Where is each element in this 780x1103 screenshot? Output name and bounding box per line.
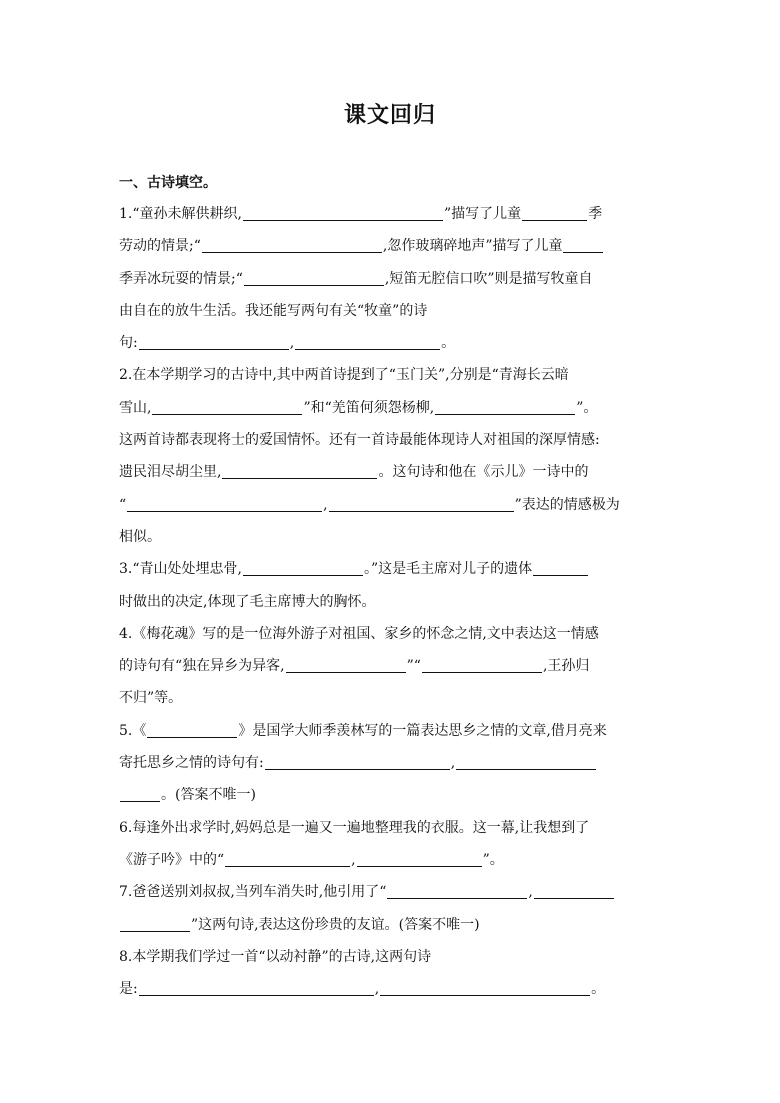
text-line [119, 489, 664, 521]
line-text: 。这句诗和他在《示儿》一诗中的 [378, 464, 589, 481]
line-text: 。(答案不唯一) [161, 787, 256, 804]
line-text: 4.《梅花魂》写的是一位海外游子对祖国、家乡的怀念之情,文中表达这一情感 [119, 625, 599, 642]
text-line [119, 553, 664, 585]
line-text: 2.在本学期学习的古诗中,其中两首诗提到了“玉门关”,分别是“青海长云暗 [119, 367, 569, 384]
section-heading: 一、古诗填空。 [119, 175, 217, 191]
text-line [119, 650, 664, 682]
text-line [119, 198, 664, 230]
question-body [119, 198, 664, 1005]
line-text: ,短笛无腔信口吹”则是描写牧童自 [384, 270, 593, 287]
answer-blank[interactable] [152, 398, 302, 415]
text-line [119, 230, 664, 262]
line-text: 3.“青山处处埋忠骨, [119, 561, 242, 578]
answer-blank[interactable] [357, 850, 482, 867]
line-text: 的诗句有“独在异乡为异客, [119, 658, 285, 675]
line-text: 时做出的决定,体现了毛主席博大的胸怀。 [119, 593, 376, 610]
line-text: 寄托思乡之情的诗句有: [119, 755, 264, 772]
text-line [119, 779, 664, 811]
text-line [119, 909, 664, 941]
line-text: 季 [588, 206, 603, 222]
line-text: ”和“羌笛何须怨杨柳, [303, 399, 435, 416]
line-text: 5.《 [119, 722, 147, 739]
text-line [119, 812, 664, 844]
answer-blank[interactable] [243, 204, 443, 221]
line-text: 这两首诗都表现将士的爱国情怀。还有一首诗最能体现诗人对祖国的深厚情感: [119, 432, 600, 449]
line-text: ”。 [576, 399, 598, 416]
text-line [119, 521, 664, 553]
answer-blank[interactable] [422, 656, 542, 673]
line-text: ”描写了儿童 [443, 206, 522, 222]
answer-blank[interactable] [456, 753, 596, 770]
line-text: ”表达的情感极为 [514, 496, 620, 513]
text-line [119, 747, 664, 779]
line-text: ”这两句诗,表达这份珍贵的友谊。(答案不唯一) [191, 916, 480, 933]
line-text: 季弄冰玩耍的情景;“ [119, 270, 243, 287]
line-text: 》是国学大师季羡林写的一篇表达思乡之情的文章,借月亮来 [238, 722, 607, 739]
line-text: 劳动的情景;“ [119, 238, 201, 255]
answer-blank[interactable] [533, 559, 588, 576]
line-text: 。 [591, 981, 606, 998]
answer-blank[interactable] [387, 882, 527, 899]
line-text: 。”这是毛主席对儿子的遗体 [363, 561, 533, 578]
answer-blank[interactable] [243, 559, 363, 576]
line-text: ”。 [482, 851, 504, 868]
line-text: , [351, 851, 356, 868]
answer-blank[interactable] [522, 204, 587, 221]
page-title: 课文回归 [343, 103, 436, 128]
text-line [119, 263, 664, 295]
text-line [119, 295, 664, 327]
text-line [119, 844, 664, 876]
text-line [119, 941, 664, 973]
text-line [119, 618, 664, 650]
line-text: 是: [119, 981, 138, 998]
answer-blank[interactable] [139, 333, 289, 350]
line-text: 7.爸爸送别刘叔叔,当列车消失时,他引用了“ [119, 884, 387, 901]
text-line [119, 715, 664, 747]
text-line [119, 876, 664, 908]
line-text: , [450, 755, 456, 772]
line-text: 相似。 [119, 528, 161, 545]
answer-blank[interactable] [139, 979, 374, 996]
line-text: 。 [441, 335, 456, 352]
line-text: ,王孙归 [542, 658, 590, 675]
answer-blank[interactable] [244, 269, 384, 286]
answer-blank[interactable] [329, 495, 514, 512]
answer-blank[interactable] [222, 462, 377, 479]
answer-blank[interactable] [120, 915, 190, 932]
answer-blank[interactable] [120, 785, 160, 802]
answer-blank[interactable] [225, 850, 350, 867]
text-line [119, 586, 664, 618]
text-line [119, 682, 664, 714]
line-text: , [289, 335, 295, 352]
line-text: 6.每逢外出求学时,妈妈总是一遍又一遍地整理我的衣服。这一幕,让我想到了 [119, 819, 590, 836]
line-text: 不归”等。 [119, 690, 183, 707]
answer-blank[interactable] [127, 495, 322, 512]
line-text: 雪山, [119, 399, 152, 416]
line-text: 由自在的放牛生活。我还能写两句有关“牧童”的诗 [119, 302, 428, 319]
line-text: , [374, 981, 380, 998]
text-line [119, 327, 664, 359]
line-text: 8.本学期我们学过一首“以动衬静”的古诗,这两句诗 [119, 948, 432, 965]
line-text: 《游子吟》中的“ [119, 851, 225, 868]
answer-blank[interactable] [380, 979, 590, 996]
line-text: 1.“童孙未解供耕织, [119, 206, 242, 222]
answer-blank[interactable] [435, 398, 575, 415]
line-text: “ [119, 496, 127, 513]
line-text: 句: [119, 335, 138, 352]
answer-blank[interactable] [534, 882, 614, 899]
answer-blank[interactable] [286, 656, 406, 673]
text-line [119, 973, 664, 1005]
text-line [119, 456, 664, 488]
text-line [119, 359, 664, 391]
line-text: 遗民泪尽胡尘里, [119, 464, 222, 481]
line-text: ,忽作玻璃碎地声”描写了儿童 [382, 238, 563, 255]
line-text: ”“ [406, 658, 421, 675]
text-line [119, 424, 664, 456]
line-text: , [528, 884, 533, 901]
line-text: , [323, 496, 328, 513]
answer-blank[interactable] [265, 753, 450, 770]
answer-blank[interactable] [147, 721, 237, 738]
answer-blank[interactable] [563, 236, 603, 253]
answer-blank[interactable] [295, 333, 440, 350]
answer-blank[interactable] [202, 236, 382, 253]
text-line [119, 392, 664, 424]
